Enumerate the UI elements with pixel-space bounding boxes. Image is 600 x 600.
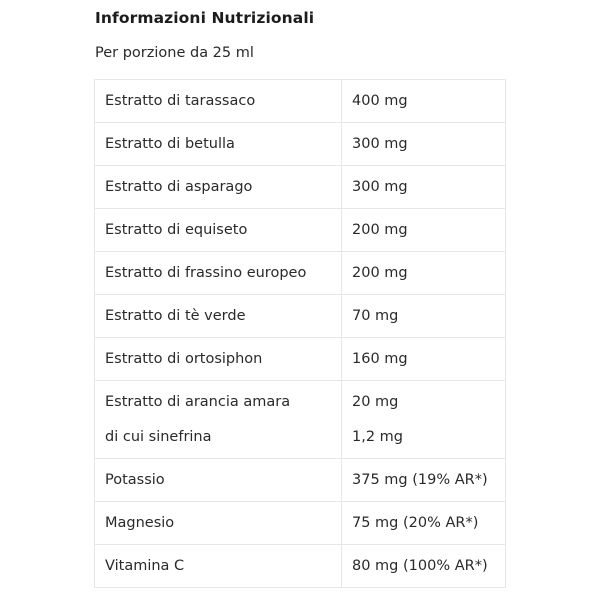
nutrient-amount: 300 mg xyxy=(342,166,506,209)
table-row xyxy=(95,338,506,381)
nutrient-name: Estratto di frassino europeo xyxy=(95,252,342,295)
nutrient-name: Estratto di asparago xyxy=(95,166,342,209)
nutrient-name: Estratto di ortosiphon xyxy=(95,338,342,381)
nutrient-name: Vitamina C xyxy=(95,545,342,588)
nutrient-amount: 200 mg xyxy=(342,252,506,295)
nutrient-amount: 300 mg xyxy=(342,123,506,166)
table-row xyxy=(95,381,506,459)
nutrient-amount: 200 mg xyxy=(342,209,506,252)
table-row xyxy=(95,252,506,295)
nutrient-name: Potassio xyxy=(95,459,342,502)
table-row xyxy=(95,545,506,588)
nutrient-amount: 80 mg (100% AR*) xyxy=(342,545,506,588)
table-row xyxy=(95,80,506,123)
nutrient-amount: 70 mg xyxy=(342,295,506,338)
sub-nutrient-amount: 1,2 mg xyxy=(352,428,403,445)
nutrient-name: Estratto di tè verde xyxy=(95,295,342,338)
table-row xyxy=(95,459,506,502)
table-row xyxy=(95,502,506,545)
nutrient-name: Estratto di equiseto xyxy=(95,209,342,252)
sub-nutrient-name: di cui sinefrina xyxy=(105,428,212,445)
table-row xyxy=(95,295,506,338)
nutrient-name: Estratto di tarassaco xyxy=(95,80,342,123)
nutrient-amount: 400 mg xyxy=(342,80,506,123)
table-row xyxy=(95,209,506,252)
nutrient-name: Estratto di arancia amara xyxy=(105,393,291,410)
serving-size-label: Per porzione da 25 ml xyxy=(95,45,254,61)
nutrient-name-cell xyxy=(95,381,342,459)
page-title: Informazioni Nutrizionali xyxy=(95,9,315,27)
table-row xyxy=(95,123,506,166)
nutrient-amount-cell xyxy=(342,381,506,459)
nutrient-amount: 75 mg (20% AR*) xyxy=(342,502,506,545)
nutrient-amount: 20 mg xyxy=(352,393,399,410)
nutrient-name: Estratto di betulla xyxy=(95,123,342,166)
nutrient-amount: 375 mg (19% AR*) xyxy=(342,459,506,502)
table-row xyxy=(95,166,506,209)
nutrient-name: Magnesio xyxy=(95,502,342,545)
nutrient-amount: 160 mg xyxy=(342,338,506,381)
nutrition-table xyxy=(94,79,506,588)
